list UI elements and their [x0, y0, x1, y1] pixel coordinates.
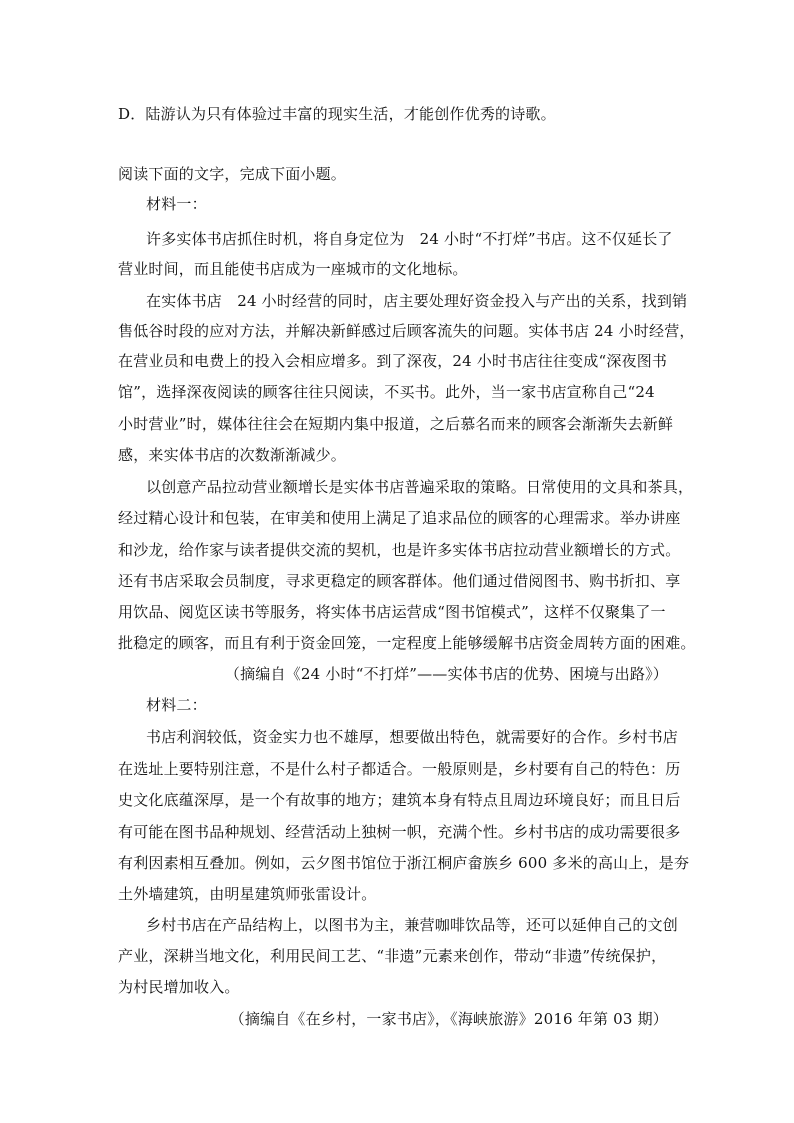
- paragraph-line: 许多实体书店抓住时机，将自身定位为 24 小时“不打烊”书店。这不仅延长了: [146, 230, 673, 248]
- paragraph-line: 乡村书店在产品结构上，以图书为主，兼营咖啡饮品等，还可以延伸自己的文创: [146, 916, 679, 934]
- paragraph-line: 在营业员和电费上的投入会相应增多。到了深夜，24 小时书店往往变成“深夜图书: [118, 352, 668, 370]
- material2-source: （摘编自《在乡村，一家书店》，《海峡旅游》2016 年第 03 期）: [229, 1010, 668, 1028]
- paragraph-line: 和沙龙，给作家与读者提供交流的契机，也是许多实体书店拉动营业额增长的方式。: [118, 541, 681, 559]
- paragraph-line: 在选址上要特别注意，不是什么村子都适合。一般原则是，乡村要有自己的特色：历: [118, 760, 681, 778]
- paragraph-line: 书店利润较低，资金实力也不雄厚，想要做出特色，就需要好的合作。乡村书店: [146, 728, 679, 746]
- paragraph-line: 土外墙建筑，由明星建筑师张雷设计。: [118, 885, 377, 903]
- paragraph-line: 营业时间，而且能使书店成为一座城市的文化地标。: [118, 260, 468, 278]
- paragraph-line: 感，来实体书店的次数渐渐减少。: [118, 446, 347, 464]
- material2-heading: 材料二：: [146, 696, 207, 714]
- paragraph-line: 为村民增加收入。: [118, 978, 240, 996]
- paragraph-line: 用饮品、阅览区读书等服务，将实体书店运营成“图书馆模式”，这样不仅聚集了一: [118, 603, 666, 621]
- paragraph-line: 小时营业”时，媒体往往会在短期内集中报道，之后慕名而来的顾客会渐渐失去新鲜: [118, 415, 674, 433]
- paragraph-line: 经过精心设计和包装，在审美和使用上满足了追求品位的顾客的心理需求。举办讲座: [118, 509, 681, 527]
- paragraph-line: 馆”，选择深夜阅读的顾客往往只阅读，不买书。此外，当一家书店宣称自己“24: [118, 383, 655, 401]
- reading-instruction: 阅读下面的文字，完成下面小题。: [118, 165, 347, 183]
- paragraph-line: 售低谷时段的应对方法，并解决新鲜感过后顾客流失的问题。实体书店 24 小时经营，: [118, 322, 695, 340]
- paragraph-line: 批稳定的顾客，而且有利于资金回笼，一定程度上能够缓解书店资金周转方面的困难。: [118, 634, 696, 652]
- paragraph-line: 史文化底蕴深厚，是一个有故事的地方；建筑本身有特点且周边环境良好；而且日后: [118, 791, 681, 809]
- option-d: D．陆游认为只有体验过丰富的现实生活，才能创作优秀的诗歌。: [118, 105, 556, 123]
- material1-heading: 材料一：: [146, 195, 207, 213]
- paragraph-line: 在实体书店 24 小时经营的同时，店主要处理好资金投入与产出的关系，找到销: [146, 292, 688, 310]
- paragraph-line: 产业，深耕当地文化，利用民间工艺、“非遗”元素来创作，带动“非遗”传统保护，: [118, 947, 667, 965]
- paragraph-line: 还有书店采取会员制度，寻求更稳定的顾客群体。他们通过借阅图书、购书折扣、享: [118, 572, 681, 590]
- material1-source: （摘编自《24 小时“不打烊”——实体书店的优势、困境与出路》）: [224, 665, 668, 683]
- paragraph-line: 有利因素相互叠加。例如，云夕图书馆位于浙江桐庐畲族乡 600 多米的高山上，是夯: [118, 854, 690, 872]
- paragraph-line: 以创意产品拉动营业额增长是实体书店普遍采取的策略。日常使用的文具和茶具，: [146, 478, 694, 496]
- paragraph-line: 有可能在图书品种规划、经营活动上独树一帜，充满个性。乡村书店的成功需要很多: [118, 823, 681, 841]
